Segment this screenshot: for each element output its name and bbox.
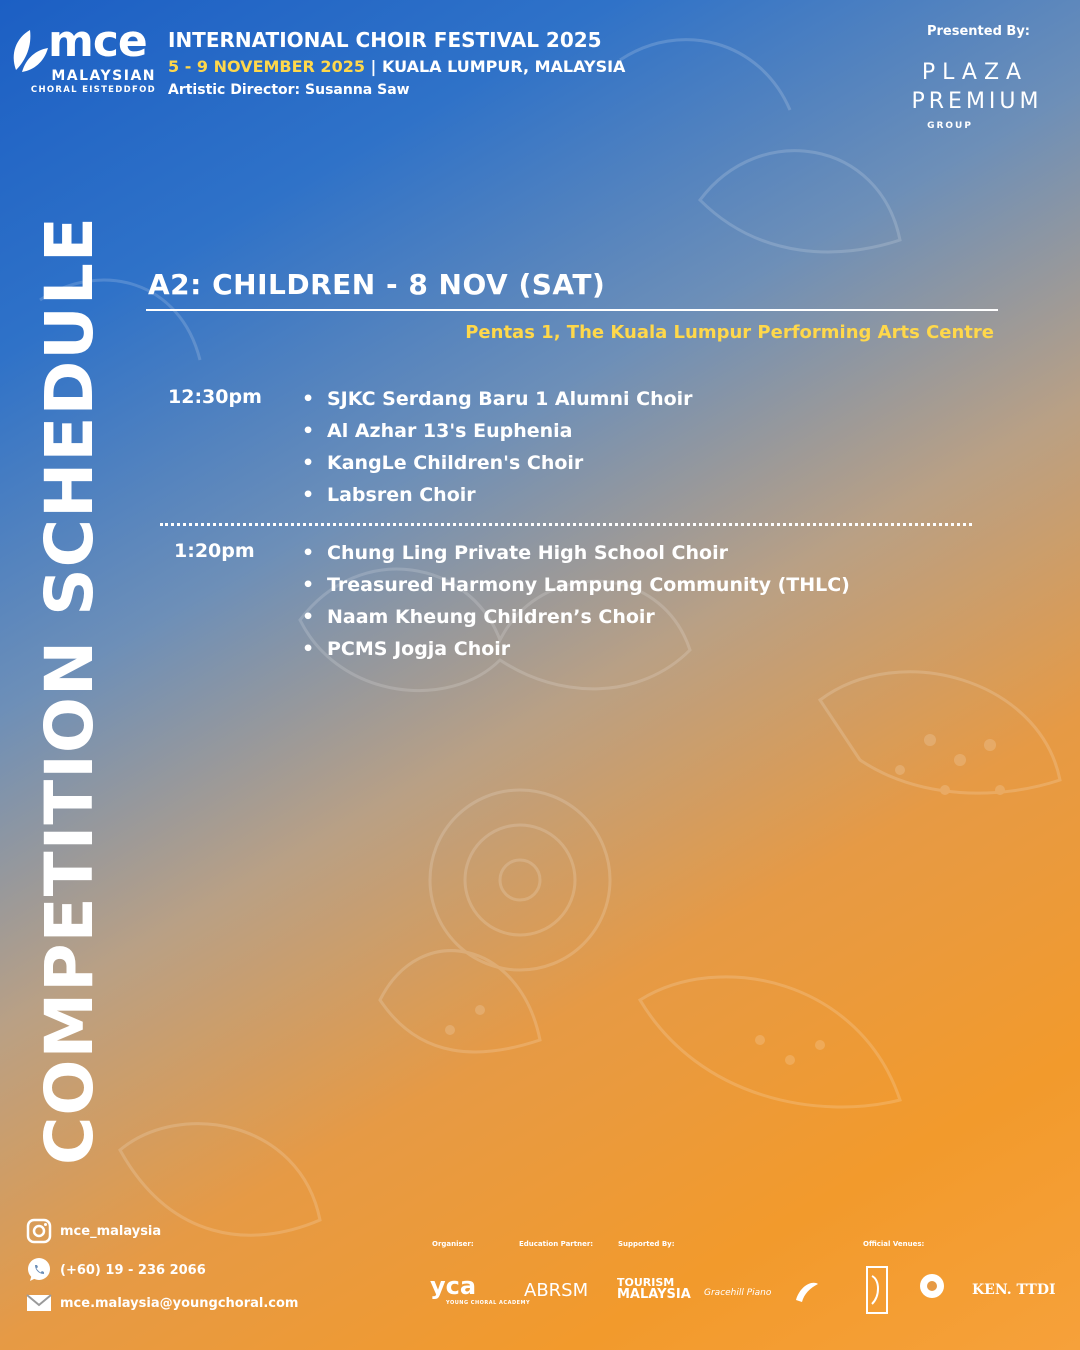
abrsm-logo: ABRSM (524, 1280, 589, 1301)
bullet-icon: • (302, 388, 315, 410)
festival-dates-line (168, 57, 625, 76)
tourism-logo-line-1: TOURISM (617, 1276, 675, 1289)
choir-item (302, 383, 693, 415)
choir-item (302, 447, 693, 479)
slot-time: 1:20pm (174, 540, 255, 562)
email-icon (26, 1293, 52, 1313)
bullet-icon: • (302, 452, 315, 474)
bullet-icon: • (302, 574, 315, 596)
choir-item (302, 601, 850, 633)
presenter-logo-line-1: PLAZA (921, 60, 1029, 85)
yca-subtitle: YOUNG CHORAL ACADEMY (446, 1300, 531, 1306)
leaf-logo-icon (8, 24, 50, 74)
email-contact[interactable] (26, 1293, 298, 1313)
choir-name: SJKC Serdang Baru 1 Alumni Choir (327, 388, 693, 410)
phone-number: (+60) 19 - 236 2066 (60, 1262, 206, 1278)
venue-label: Pentas 1, The Kuala Lumpur Performing Arts Centre (465, 322, 994, 343)
instagram-icon (26, 1218, 52, 1244)
instagram-contact[interactable] (26, 1218, 161, 1244)
circle-venue-emblem-icon (918, 1272, 946, 1300)
choir-item (302, 569, 850, 601)
choir-item (302, 633, 850, 665)
choir-name: Al Azhar 13's Euphenia (327, 420, 573, 442)
category-title: A2: CHILDREN - 8 NOV (SAT) (148, 268, 606, 301)
email-address: mce.malaysia@youngchoral.com (60, 1295, 299, 1311)
tourism-logo-line-2: MALAYSIA (617, 1287, 691, 1302)
slot-time: 12:30pm (168, 386, 262, 408)
education-partner-label: Education Partner: (519, 1240, 594, 1248)
gracehill-piano-logo: Gracehill Piano (704, 1288, 772, 1298)
dates-separator: | (364, 57, 382, 76)
competition-schedule-title: COMPETITION SCHEDULE (31, 216, 108, 1165)
ken-ttdi-logo: KEN. TTDI (972, 1282, 1056, 1298)
choir-item (302, 479, 693, 511)
artistic-director: Artistic Director: Susanna Saw (168, 82, 410, 98)
bullet-icon: • (302, 638, 315, 660)
presented-by-label: Presented By: (926, 24, 1030, 39)
yca-wordmark: yca (430, 1272, 477, 1300)
choir-list (302, 537, 850, 665)
supported-by-label: Supported By: (618, 1240, 675, 1248)
logo-line-2: CHORAL EISTEDDFOD (30, 85, 156, 95)
official-venues-label: Official Venues: (863, 1240, 925, 1248)
title-divider (146, 309, 998, 311)
choir-name: PCMS Jogja Choir (327, 638, 511, 660)
presenter-logo-line-3: GROUP (927, 121, 973, 131)
choir-name: Treasured Harmony Lampung Community (THLC) (327, 574, 850, 596)
klpac-emblem-icon (866, 1266, 888, 1314)
festival-dates: 5 - 9 NOVEMBER 2025 (168, 57, 365, 76)
organiser-label: Organiser: (432, 1240, 474, 1248)
presenter-logo-line-2: PREMIUM (911, 89, 1043, 114)
whatsapp-icon (26, 1257, 52, 1283)
bullet-icon: • (302, 420, 315, 442)
choir-name: Labsren Choir (327, 484, 476, 506)
venue-emblem-icon (792, 1276, 822, 1304)
choir-item (302, 415, 693, 447)
bullet-icon: • (302, 484, 315, 506)
yca-logo (430, 1272, 530, 1306)
festival-location: KUALA LUMPUR, MALAYSIA (381, 57, 626, 76)
choir-name: Chung Ling Private High School Choir (327, 542, 728, 564)
logo-line-1: MALAYSIAN (51, 68, 156, 84)
choir-name: KangLe Children's Choir (327, 452, 584, 474)
logo-wordmark: mce (48, 16, 147, 67)
bullet-icon: • (302, 606, 315, 628)
festival-title: INTERNATIONAL CHOIR FESTIVAL 2025 (168, 28, 602, 52)
phone-contact[interactable] (26, 1257, 206, 1283)
instagram-handle: mce_malaysia (60, 1223, 162, 1239)
slot-divider (160, 523, 972, 526)
choir-name: Naam Kheung Children’s Choir (327, 606, 655, 628)
choir-list (302, 383, 693, 511)
choir-item (302, 537, 850, 569)
bullet-icon: • (302, 542, 315, 564)
tourism-malaysia-logo (617, 1277, 691, 1301)
